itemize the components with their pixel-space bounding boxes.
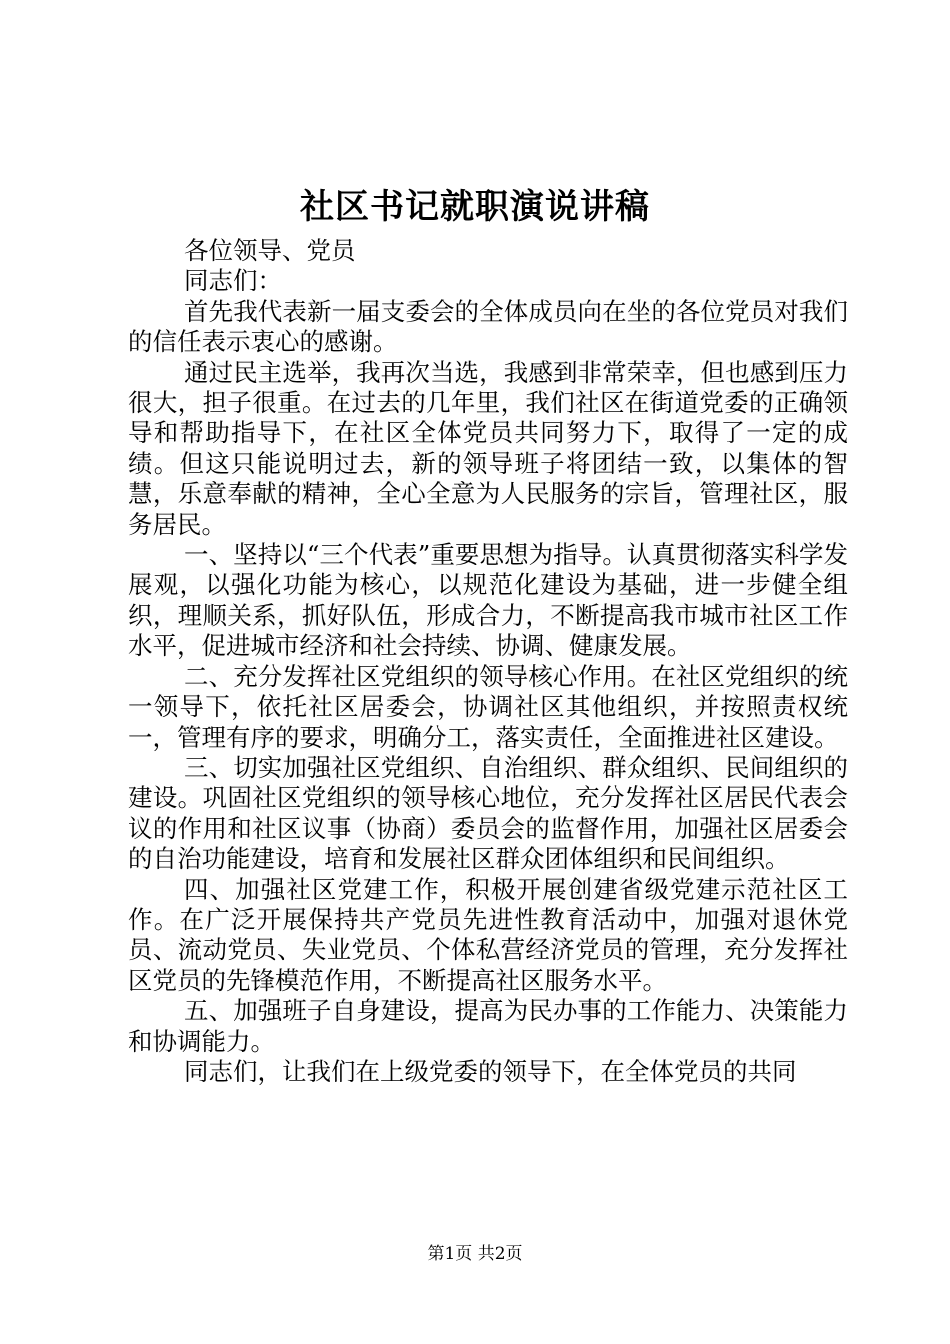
salutation-line: 同志们： [184,266,282,296]
body-paragraph: 二、充分发挥社区党组织的领导核心作用。在社区党组织的统一领导下，依托社区居委会，协调社区其他组织，并按照责权统一，管理有序的要求，明确分工，落实责任，全面推进社区建设。 [128,661,848,752]
body-paragraph: 通过民主选举，我再次当选，我感到非常荣幸，但也感到压力很大，担子很重。在过去的几年里，我们社区在街道党委的正确领导和帮助指导下，在社区全体党员共同努力下，取得了一定的成绩。但这只能说明过去，新的领导班子将团结一致，以集体的智慧，乐意奉献的精神，全心全意为人民服务的宗旨，管理社区，服务居民。 [128,357,848,539]
body-paragraph: 四、加强社区党建工作，积极开展创建省级党建示范社区工作。在广泛开展保持共产党员先进性教育活动中，加强对退休党员、流动党员、失业党员、个体私营经济党员的管理，充分发挥社区党员的先锋模范作用，不断提高社区服务水平。 [128,874,848,995]
body-paragraph: 三、切实加强社区党组织、自治组织、群众组织、民间组织的建设。巩固社区党组织的领导核心地位，充分发挥社区居民代表会议的作用和社区议事（协商）委员会的监督作用，加强社区居委会的自治功能建设，培育和发展社区群众团体组织和民间组织。 [128,752,848,874]
body-paragraph: 五、加强班子自身建设，提高为民办事的工作能力、决策能力和协调能力。 [128,996,848,1056]
document-body [128,236,848,1087]
body-paragraph: 同志们，让我们在上级党委的领导下，在全体党员的共同 [184,1056,797,1086]
document-title: 社区书记就职演说讲稿 [300,187,650,227]
body-paragraph: 一、坚持以“三个代表”重要思想为指导。认真贯彻落实科学发展观，以强化功能为核心，以规范化建设为基础，进一步健全组织，理顺关系，抓好队伍，形成合力，不断提高我市城市社区工作水平，促进城市经济和社会持续、协调、健康发展。 [128,540,848,661]
body-paragraph: 首先我代表新一届支委会的全体成员向在坐的各位党员对我们的信任表示衷心的感谢。 [128,296,848,357]
page-footer: 第1页 共2页 [427,1244,523,1264]
salutation-line: 各位领导、党员 [184,236,356,265]
